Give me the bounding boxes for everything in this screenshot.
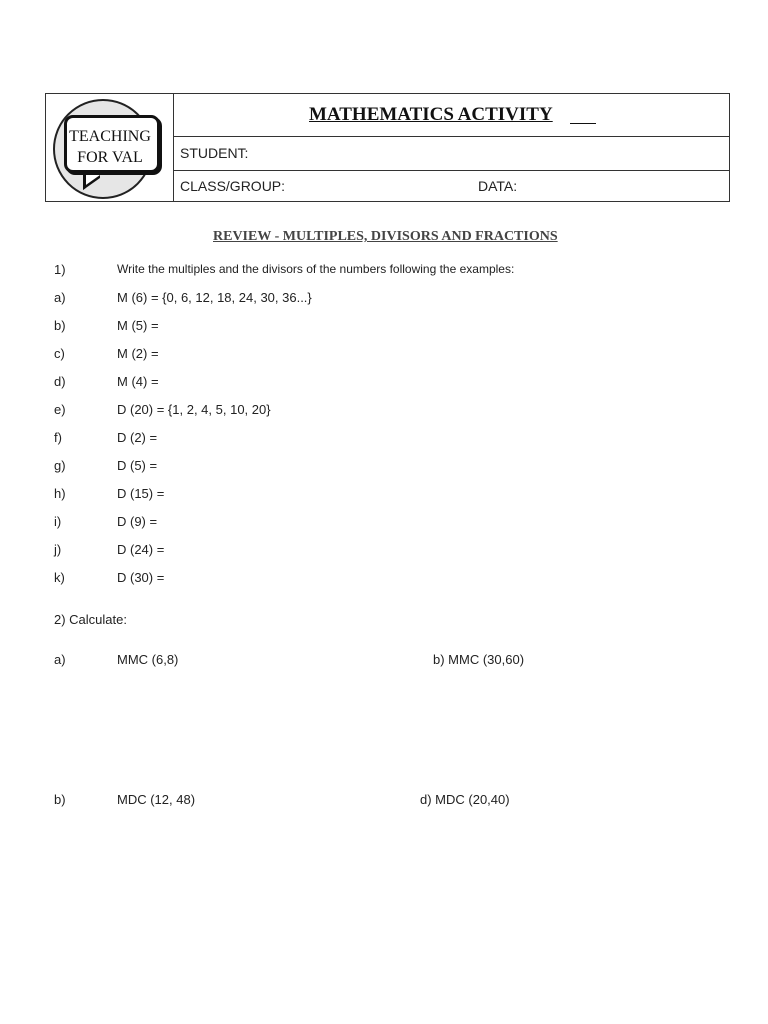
item-text: D (5) = bbox=[117, 458, 158, 473]
class-group-field[interactable] bbox=[174, 171, 729, 201]
student-label: STUDENT: bbox=[180, 145, 249, 161]
student-field[interactable] bbox=[174, 137, 729, 171]
item-label: f) bbox=[54, 430, 62, 445]
item-text: D (15) = bbox=[117, 486, 165, 501]
list-item bbox=[0, 514, 768, 534]
list-item bbox=[0, 402, 768, 422]
list-item bbox=[0, 346, 768, 366]
list-item bbox=[0, 430, 768, 450]
item-text: M (4) = bbox=[117, 374, 159, 389]
calc-right: b) MMC (30,60) bbox=[433, 652, 525, 667]
item-text: D (9) = bbox=[117, 514, 158, 529]
calc-label: a) bbox=[54, 652, 66, 667]
item-text: D (2) = bbox=[117, 430, 158, 445]
date-label: DATA: bbox=[478, 178, 518, 194]
question-number: 1) bbox=[54, 262, 66, 277]
item-label: i) bbox=[54, 514, 62, 529]
item-label: k) bbox=[54, 570, 65, 585]
logo-line-2: FOR VAL bbox=[77, 149, 143, 166]
question-2-title: 2) Calculate: bbox=[54, 612, 127, 627]
calc-row-2 bbox=[0, 792, 768, 812]
header-table bbox=[45, 93, 730, 202]
item-label: b) bbox=[54, 318, 66, 333]
list-item bbox=[0, 486, 768, 506]
item-label: e) bbox=[54, 402, 66, 417]
list-item bbox=[0, 570, 768, 590]
title-underline bbox=[570, 123, 596, 124]
list-item bbox=[0, 290, 768, 310]
item-label: j) bbox=[54, 542, 62, 557]
item-label: h) bbox=[54, 486, 66, 501]
calc-left: MDC (12, 48) bbox=[117, 792, 196, 807]
page-title: MATHEMATICS ACTIVITY bbox=[309, 104, 553, 125]
calc-row-1 bbox=[0, 652, 768, 672]
item-label: c) bbox=[54, 346, 65, 361]
calc-right: d) MDC (20,40) bbox=[420, 792, 510, 807]
class-group-label: CLASS/GROUP: bbox=[180, 178, 286, 194]
title-cell bbox=[174, 94, 729, 137]
question-1-header bbox=[0, 262, 768, 282]
item-label: a) bbox=[54, 290, 66, 305]
item-text: D (30) = bbox=[117, 570, 165, 585]
calc-left: MMC (6,8) bbox=[117, 652, 179, 667]
item-text: M (2) = bbox=[117, 346, 159, 361]
item-text: M (6) = {0, 6, 12, 18, 24, 30, 36...} bbox=[117, 290, 312, 305]
review-title: REVIEW - MULTIPLES, DIVISORS AND FRACTIONS bbox=[213, 229, 558, 244]
logo-text bbox=[66, 126, 174, 168]
list-item bbox=[0, 458, 768, 478]
item-text: D (20) = {1, 2, 4, 5, 10, 20} bbox=[117, 402, 271, 417]
list-item bbox=[0, 374, 768, 394]
question-instruction: Write the multiples and the divisors of the numbers following the examples: bbox=[117, 262, 515, 276]
item-label: g) bbox=[54, 458, 66, 473]
list-item bbox=[0, 542, 768, 562]
item-label: d) bbox=[54, 374, 66, 389]
calc-label: b) bbox=[54, 792, 66, 807]
item-text: M (5) = bbox=[117, 318, 159, 333]
logo-line-1: TEACHING bbox=[69, 128, 151, 145]
list-item bbox=[0, 318, 768, 338]
item-text: D (24) = bbox=[117, 542, 165, 557]
logo-cell bbox=[46, 94, 174, 201]
